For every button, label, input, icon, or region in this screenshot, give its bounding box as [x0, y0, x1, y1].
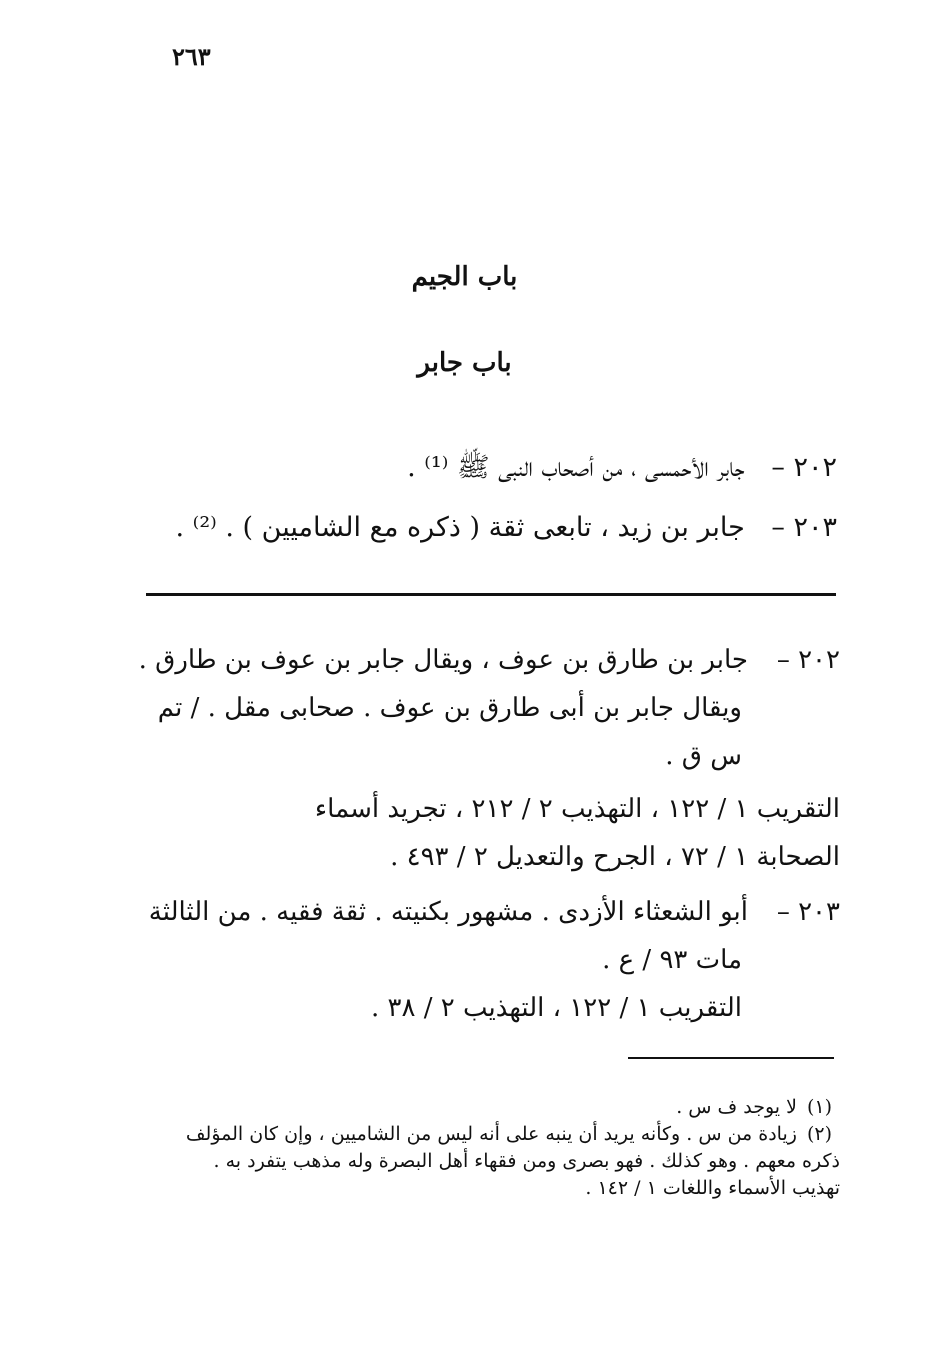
- footnote-number: (١): [806, 1096, 832, 1118]
- footnote-rule: [628, 1057, 834, 1059]
- entry-number: ٢٠٣ –: [771, 512, 837, 543]
- page-number: ٢٦٣: [172, 42, 211, 71]
- footnote-text: لا يوجد ف س .: [676, 1096, 797, 1118]
- footnote-2: [148, 1121, 840, 1148]
- separator-rule: [146, 593, 836, 596]
- reference-line: التقريب ١ / ١٢٢ ، التهذيب ٢ / ٢١٢ ، تجريد أسماء: [314, 794, 840, 824]
- note-number: ٢٠٢ –: [776, 645, 840, 675]
- note-line: س ق .: [665, 741, 742, 771]
- note-number: ٢٠٣ –: [776, 897, 840, 927]
- note-203: [140, 888, 840, 1032]
- note-text: جابر بن طارق بن عوف ، ويقال جابر بن عوف بن طارق .: [138, 645, 748, 675]
- entry-202: [407, 450, 837, 490]
- footnote-text: تهذيب الأسماء واللغات ١ / ١٤٢ .: [585, 1177, 840, 1199]
- entry-text: جابر بن زيد ، تابعى ثقة ( ذكره مع الشاميين ) . ⁽²⁾ .: [175, 512, 745, 543]
- footnote-text: ذكره معهم . وهو كذلك . فهو بصرى ومن فقهاء أهل البصرة وله مذهب يتفرد به .: [213, 1150, 840, 1172]
- reference-line: الصحابة ١ / ٧٢ ، الجرح والتعديل ٢ / ٤٩٣ .: [390, 842, 840, 872]
- note-line: مات ٩٣ / ع .: [602, 945, 742, 975]
- note-line: ويقال جابر بن أبى طارق بن عوف . صحابى مقل . / تم: [157, 693, 742, 723]
- note-line: [140, 888, 840, 936]
- chapter-heading: باب الجيم: [411, 262, 518, 292]
- note-text: أبو الشعثاء الأزدى . مشهور بكنيته . ثقة فقيه . من الثالثة: [148, 897, 748, 927]
- section-heading: باب جابر: [417, 348, 512, 378]
- note-202-references: [140, 785, 840, 881]
- entry-number: ٢٠٢ –: [771, 452, 837, 483]
- note-202: [140, 636, 840, 780]
- entry-text: جابر الأحمسى ، من أصحاب النبى ﷺ ⁽¹⁾ .: [407, 452, 745, 483]
- note-line: [140, 636, 840, 684]
- entry-203: [176, 512, 837, 543]
- footnote-1: [148, 1094, 840, 1121]
- footnote-text: زيادة من س . وكأنه يريد أن ينبه على أنه ليس من الشاميين ، وإن كان المؤلف: [185, 1123, 797, 1145]
- footnotes: [148, 1094, 840, 1202]
- footnote-number: (٢): [806, 1123, 832, 1145]
- reference-line: التقريب ١ / ١٢٢ ، التهذيب ٢ / ٣٨ .: [370, 993, 742, 1023]
